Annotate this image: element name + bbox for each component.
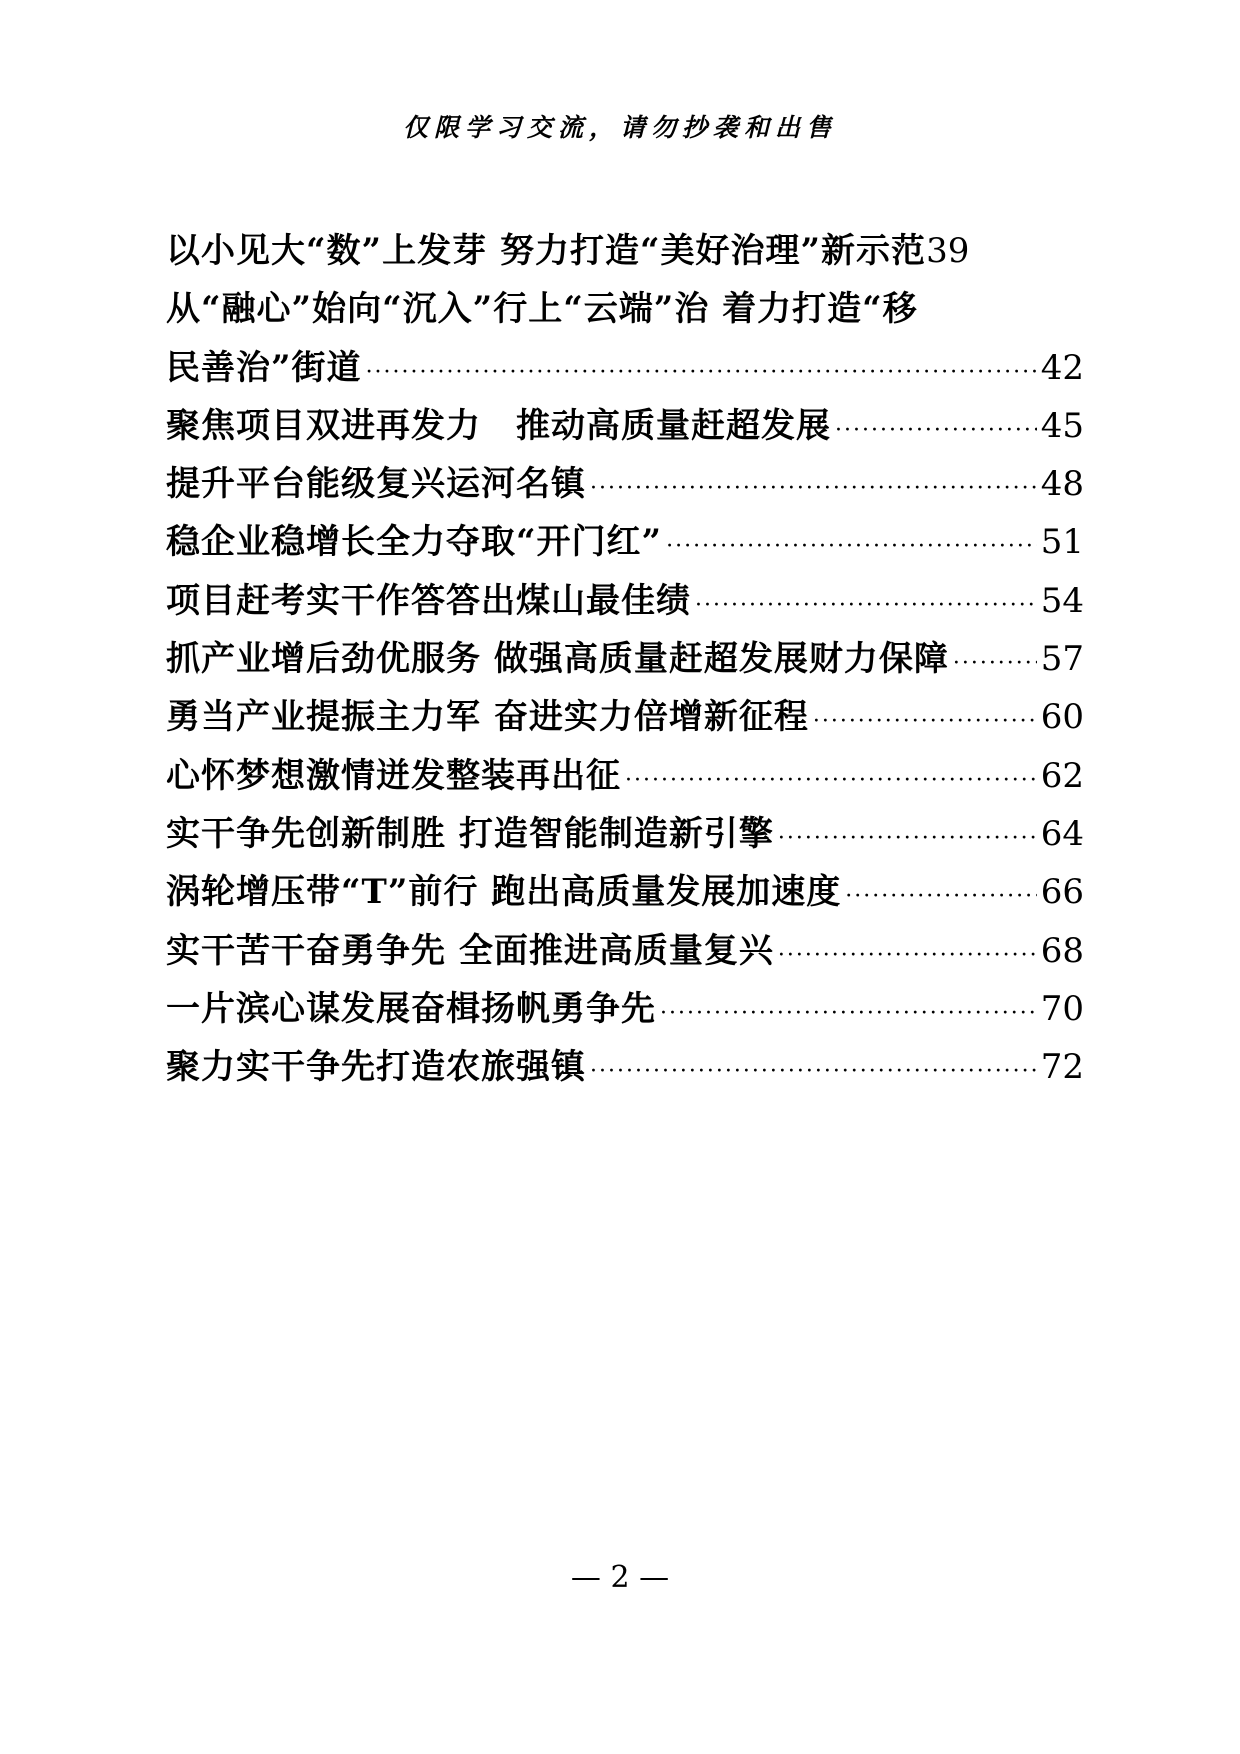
toc-entry-page: 68 [1040,930,1084,971]
toc-entry-title-continued: 民善治”街道 [166,347,362,388]
toc-entry[interactable] [166,572,1084,630]
toc-entry-page: 64 [1040,813,1084,854]
toc-leader-dots [590,460,1037,518]
toc-entry-title: 从“融心”始向“沉入”行上“云端”治 着力打造“移 [166,289,918,330]
toc-leader-dots [625,752,1037,810]
toc-leader-dots [953,635,1037,693]
toc-entry-page: 45 [1040,405,1084,446]
toc-entry-title: 心怀梦想激情迸发整装再出征 [166,755,621,796]
toc-entry[interactable] [166,222,1084,280]
page-number: — 2 — [570,1560,670,1595]
toc-entry-page: 70 [1040,988,1084,1029]
toc-entry-title: 稳企业稳增长全力夺取“开门红” [166,522,663,563]
toc-leader-dots [590,1043,1037,1101]
toc-entry-page: 51 [1040,522,1084,563]
toc-entry-title: 实干苦干奋勇争先 全面推进高质量复兴 [166,930,774,971]
toc-entry[interactable] [166,688,1084,746]
table-of-contents [166,222,1084,1096]
toc-leader-dots [845,868,1036,926]
toc-entry-page: 66 [1040,872,1084,913]
toc-entry-title: 聚焦项目双进再发力 推动高质量赶超发展 [166,405,831,446]
toc-leader-dots [660,985,1037,1043]
toc-entry[interactable] [166,980,1084,1038]
toc-entry[interactable] [166,747,1084,805]
toc-entry-title: 一片滨心谋发展奋楫扬帆勇争先 [166,988,656,1029]
toc-entry-title: 涡轮增压带“T”前行 跑出高质量发展加速度 [166,872,842,913]
toc-leader-dots [778,927,1037,985]
toc-entry[interactable] [166,513,1084,571]
toc-entry-page: 42 [1040,347,1084,388]
header-note: 仅限学习交流，请勿抄袭和出售 [402,113,837,142]
toc-entry[interactable] [166,630,1084,688]
toc-leader-dots [813,693,1037,751]
toc-entry-title: 聚力实干争先打造农旅强镇 [166,1047,586,1088]
toc-entry-title: 项目赶考实干作答答出煤山最佳绩 [166,580,691,621]
toc-entry-page: 54 [1040,580,1084,621]
toc-entry-title: 勇当产业提振主力军 奋进实力倍增新征程 [166,697,809,738]
toc-entry[interactable] [166,455,1084,513]
toc-entry-title: 以小见大“数”上发芽 努力打造“美好治理”新示范 [166,231,927,271]
toc-entry[interactable] [166,397,1084,455]
toc-entry[interactable] [166,805,1084,863]
toc-entry[interactable] [166,922,1084,980]
toc-entry-continued[interactable] [166,339,1084,397]
toc-leader-dots [695,577,1037,635]
toc-entry-page: 62 [1040,755,1084,796]
toc-entry-page: 72 [1040,1047,1084,1088]
toc-entry-title: 提升平台能级复兴运河名镇 [166,464,586,505]
toc-leader-dots [835,402,1037,460]
toc-entry-page: 39 [926,231,970,271]
toc-entry-page: 60 [1040,697,1084,738]
toc-leader-dots [666,518,1037,576]
toc-entry[interactable] [166,280,1084,338]
toc-entry-title: 抓产业增后劲优服务 做强高质量赶超发展财力保障 [166,639,949,680]
toc-leader-dots [366,344,1037,402]
toc-entry-page: 57 [1040,639,1084,680]
toc-entry[interactable] [166,1038,1084,1096]
toc-entry[interactable] [166,863,1084,921]
toc-leader-dots [778,810,1037,868]
toc-entry-page: 48 [1040,464,1084,505]
toc-entry-title: 实干争先创新制胜 打造智能制造新引擎 [166,813,774,854]
